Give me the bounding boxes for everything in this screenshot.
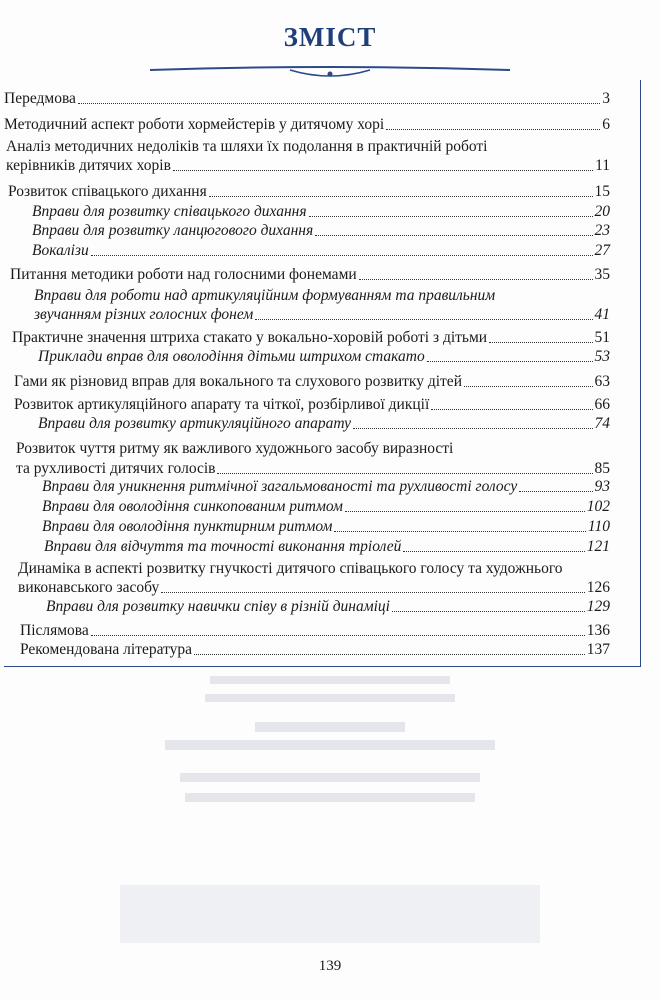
toc-entry-title: Приклади вправ для оволодіння дітьми штрихом стакато: [38, 348, 425, 365]
toc-entry-page: 121: [586, 538, 610, 555]
toc-subentry[interactable]: [38, 415, 610, 433]
toc-entry-page: 23: [594, 222, 610, 239]
toc-entry[interactable]: [8, 183, 610, 201]
toc-subentry[interactable]: [32, 222, 610, 240]
page-title: ЗМІСТ: [283, 22, 377, 52]
toc-entry-page: 35: [594, 266, 610, 283]
dot-leader: [403, 551, 584, 552]
toc-entry-title: Рекомендована література: [20, 641, 193, 658]
toc-subentry[interactable]: [32, 242, 610, 260]
toc-entry-page: 66: [594, 396, 610, 413]
dot-leader: [173, 170, 593, 171]
toc-entry-title-cont: звучанням різних голосних фонем: [34, 306, 254, 323]
toc-entry-page: 41: [594, 306, 610, 323]
toc-entry-page: 11: [595, 157, 610, 174]
toc-subentry[interactable]: [42, 518, 610, 536]
toc-entry[interactable]: [4, 116, 610, 134]
toc-entry[interactable]: [14, 373, 610, 391]
toc-entry[interactable]: [20, 641, 610, 659]
toc-entry-page: 27: [594, 242, 610, 259]
dot-leader: [427, 361, 593, 362]
dot-leader: [217, 473, 592, 474]
toc-entry-page: 6: [602, 116, 610, 133]
toc-entry-page: 126: [586, 579, 610, 596]
dot-leader: [386, 129, 600, 130]
toc-entry-page: 53: [594, 348, 610, 365]
toc-entry-page: 136: [586, 622, 610, 639]
toc-entry-title: Післямова: [20, 622, 89, 639]
toc-entry-page: 3: [602, 90, 610, 107]
toc-entry-title[interactable]: Розвиток чуття ритму як важливого художнього засобу виразності: [16, 440, 454, 457]
dot-leader: [345, 511, 585, 512]
dot-leader: [255, 319, 592, 320]
dot-leader: [431, 409, 592, 410]
toc-entry-page: 63: [594, 373, 610, 390]
toc-entry-title-cont: керівників дитячих хорів: [6, 157, 171, 174]
toc-entry[interactable]: [18, 579, 610, 597]
toc-entry-title: Питання методики роботи над голосними фонемами: [10, 266, 357, 283]
dot-leader: [489, 342, 592, 343]
toc-subentry[interactable]: [46, 598, 610, 616]
dot-leader: [309, 216, 593, 217]
toc-entry-title[interactable]: Динаміка в аспекті розвитку гнучкості дитячого співацького голосу та художнього: [18, 560, 563, 577]
dot-leader: [353, 428, 592, 429]
toc-entry-title: Вправи для розвитку артикуляційного апарату: [38, 415, 352, 432]
toc-entry-title: Вправи для відчуття та точності виконання тріолей: [44, 538, 402, 555]
toc-subentry[interactable]: [34, 306, 610, 324]
toc-entry-title-cont: та рухливості дитячих голосів: [16, 460, 216, 477]
toc-entry[interactable]: [6, 157, 610, 175]
toc-subentry[interactable]: [42, 478, 610, 496]
dot-leader: [91, 255, 593, 256]
toc-entry-page: 102: [586, 498, 610, 515]
dot-leader: [392, 611, 585, 612]
toc-entry-title: Розвиток співацького дихання: [8, 183, 207, 200]
dot-leader: [78, 103, 600, 104]
toc-entry-page: 110: [587, 518, 610, 535]
toc-entry-title: Вокалізи: [32, 242, 89, 259]
dot-leader: [334, 531, 586, 532]
toc-subentry[interactable]: [32, 203, 610, 221]
toc-entry[interactable]: [4, 90, 610, 108]
toc-entry-page: 15: [594, 183, 610, 200]
toc-entry-title-cont: виконавського засобу: [18, 579, 160, 596]
toc-entry-title: Практичне значення штриха стакато у вокально-хоровій роботі з дітьми: [12, 329, 488, 346]
toc-entry-title: Передмова: [4, 90, 76, 107]
dot-leader: [359, 279, 593, 280]
toc-entry-title: Гами як різновид вправ для вокального та слухового розвитку дітей: [14, 373, 462, 390]
toc-entry-title: Вправи для уникнення ритмічної загальмованості та рухливості голосу: [42, 478, 518, 495]
toc-entry-page: 74: [594, 415, 610, 432]
toc-entry-page: 93: [594, 478, 610, 495]
toc-entry-page: 129: [586, 598, 610, 615]
toc-entry[interactable]: [16, 460, 610, 478]
toc-entry-title: Розвиток артикуляційного апарату та чіткої, розбірливої дикції: [14, 396, 430, 413]
toc-subentry[interactable]: [44, 538, 610, 556]
toc-entry-title[interactable]: Вправи для роботи над артикуляційним формуванням та правильним: [34, 287, 496, 304]
dot-leader: [194, 654, 585, 655]
toc-entry-title: Методичний аспект роботи хормейстерів у дитячому хорі: [4, 116, 385, 133]
toc-entry[interactable]: [14, 396, 610, 414]
dot-leader: [161, 592, 585, 593]
toc-entry-title: Вправи для розвитку співацького дихання: [32, 203, 307, 220]
toc-entry-page: 51: [594, 329, 610, 346]
dot-leader: [519, 491, 592, 492]
toc-entry-page: 85: [594, 460, 610, 477]
toc-entry-page: 137: [586, 641, 610, 658]
toc-entry[interactable]: [20, 622, 610, 640]
page-number: 139: [318, 958, 342, 974]
dot-leader: [209, 196, 593, 197]
dot-leader: [91, 635, 585, 636]
toc-entry-title: Вправи для розвитку ланцюгового дихання: [32, 222, 314, 239]
toc-entry-title: Вправи для оволодіння пунктирним ритмом: [42, 518, 333, 535]
title-ornament: [140, 56, 520, 86]
toc-entry[interactable]: [10, 266, 610, 284]
toc-subentry[interactable]: [42, 498, 610, 516]
toc-subentry[interactable]: [38, 348, 610, 366]
toc-entry-page: 20: [594, 203, 610, 220]
toc-entry-title: Вправи для розвитку навички співу в різній динаміці: [46, 598, 390, 615]
toc-entry[interactable]: [12, 329, 610, 347]
toc-entry-title[interactable]: Аналіз методичних недоліків та шляхи їх подолання в практичній роботі: [6, 138, 488, 155]
dot-leader: [464, 386, 593, 387]
toc-entry-title: Вправи для оволодіння синкопованим ритмом: [42, 498, 343, 515]
dot-leader: [315, 235, 592, 236]
